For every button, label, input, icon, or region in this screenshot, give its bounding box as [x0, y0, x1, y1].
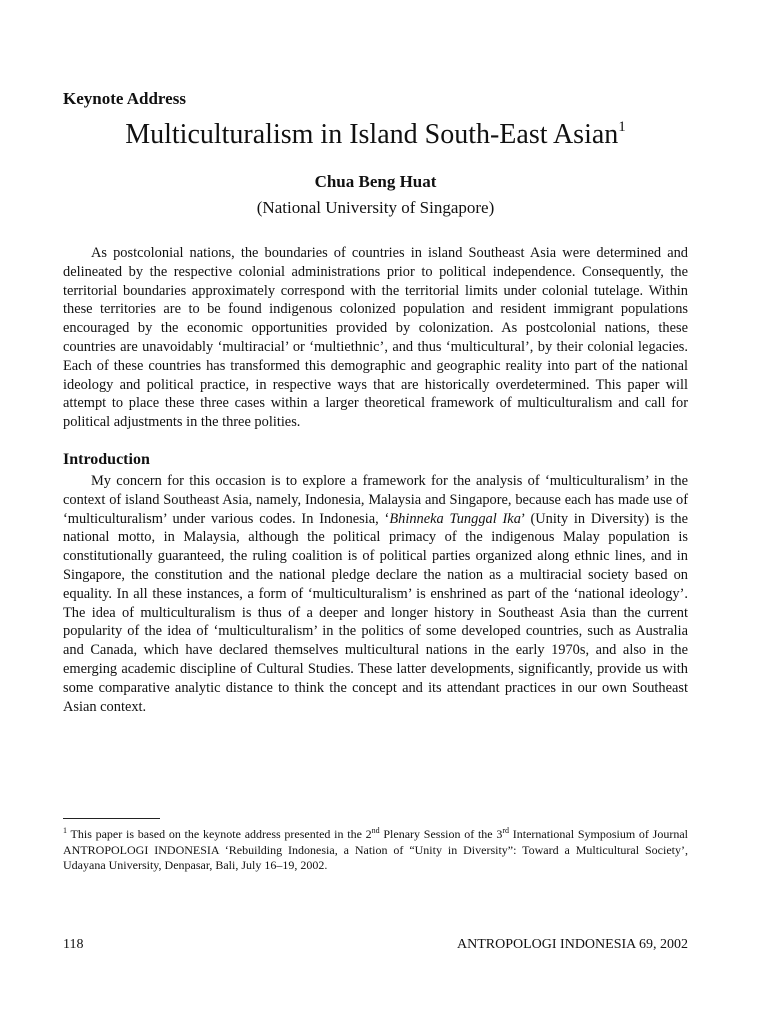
footnote-text-a: This paper is based on the keynote address presented in the 2 [67, 827, 372, 841]
footnote-text-c: International Symposium of Journal ANTROPOLOGI INDONESIA ‘Rebuilding Indonesia, a Nation of “Unity in Diversity”: Toward a Multicultural Society’, Udayana University, Denpasar, Bali, July 16–19, 2002. [63, 827, 688, 872]
article-kicker: Keynote Address [63, 89, 186, 108]
footnote-area [63, 818, 688, 874]
section-heading-introduction: Introduction [63, 450, 150, 468]
footnote-sup-nd: nd [371, 826, 380, 835]
title-footnote-marker: 1 [618, 119, 626, 135]
footnote-rule [63, 818, 160, 819]
footnote-marker: 1 [63, 826, 67, 835]
intro-text-part2: ’ (Unity in Diversity) is the national motto, in Malaysia, although the political primacy of the indigenous Malay population is constitutionally guaranteed, the ruling coalition is of political parties organized along ethnic lines, and in Singapore, the constitution and the national pledge declare the nation as a multiracial society based on equality. In all these instances, a form of ‘multiculturalism’ is enshrined as part of the ‘national ideology’. The idea of multiculturalism is thus of a deeper and longer history in Southeast Asia than the current popularity of the idea of ‘multiculturalism’ in the politics of some developed countries, such as Australia and Canada, which have declared themselves multicultural nations in the early 1970s, and also in the emerging academic discipline of Cultural Studies. These latter developments, significantly, provide us with some comparative analytic distance to think the concept and its attendant practices in our own Southeast Asian context. [63, 510, 688, 715]
author-name: Chua Beng Huat [314, 172, 437, 191]
article-page [63, 88, 688, 716]
article-title [63, 118, 688, 152]
page-footer [63, 936, 688, 954]
footnote-text-b: Plenary Session of the 3 [379, 827, 503, 841]
footnote-text [63, 827, 688, 874]
abstract-paragraph: As postcolonial nations, the boundaries of countries in island Southeast Asia were determined and delineated by the respective colonial administrations prior to political independence. Consequently, the territorial boundaries approximately correspond with the territorial limits under colonial tutelage. Within these territories are to be found indigenous colonized population and resident immigrant populations encouraged by the economic opportunities provided by colonization. As postcolonial nations, these countries are unavoidably ‘multiracial’ or ‘multiethnic’, and thus ‘multicultural’, by their colonial legacies. Each of these countries has transformed this demographic and geographic reality into part of the national ideology and political practice, in respective ways that are historically overdetermined. This paper will attempt to place these three cases within a larger theoretical framework of multiculturalism and call for political adjustments in the three polities. [63, 245, 688, 431]
intro-motto-italic: Bhinneka Tunggal Ika [389, 510, 521, 527]
journal-citation: ANTROPOLOGI INDONESIA 69, 2002 [457, 937, 688, 952]
author-affiliation: (National University of Singapore) [256, 198, 495, 217]
intro-text-part1: My concern for this occasion is to explore a framework for the analysis of ‘multiculturalism’ in the context of island Southeast Asia, namely, Indonesia, Malaysia and Singapore, because each has made use of ‘multiculturalism’ under various codes. In Indonesia, ‘ [63, 472, 688, 527]
introduction-paragraph [63, 472, 688, 716]
footnote-sup-rd: rd [502, 826, 510, 835]
page-number: 118 [63, 937, 84, 952]
title-text: Multiculturalism in Island South-East Asian [125, 119, 619, 150]
